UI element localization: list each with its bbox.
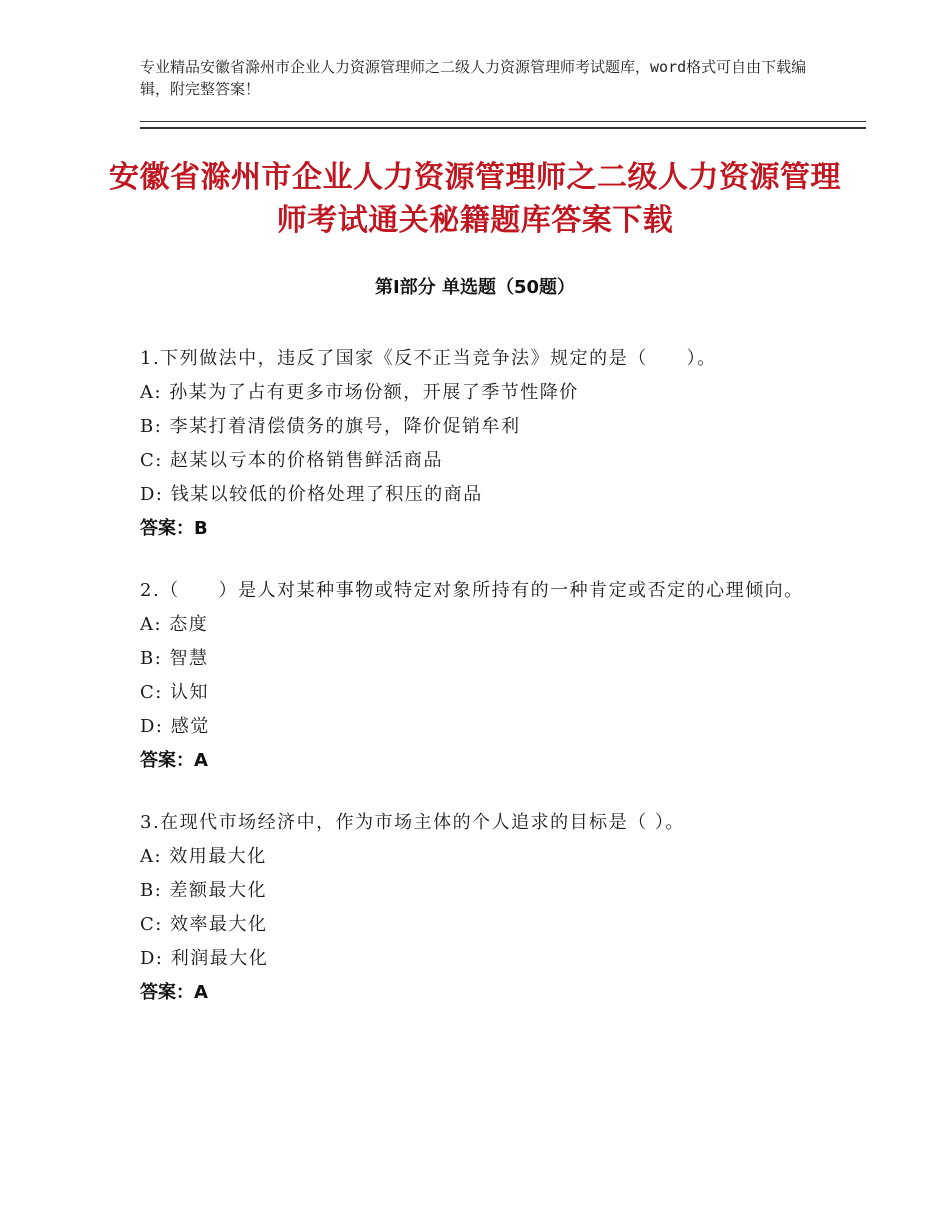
document-title: 安徽省滁州市企业人力资源管理师之二级人力资源管理师考试通关秘籍题库答案下载 bbox=[109, 160, 841, 238]
question-1 bbox=[140, 342, 830, 546]
answer: 答案：A bbox=[140, 750, 208, 771]
option-d: D: 钱某以较低的价格处理了积压的商品 bbox=[140, 484, 483, 505]
question-stem: 1.下列做法中，违反了国家《反不正当竞争法》规定的是（ ）。 bbox=[140, 348, 717, 369]
section-title: 第Ⅰ部分 单选题（50题） bbox=[374, 277, 575, 298]
option-a: A: 态度 bbox=[140, 614, 209, 635]
option-d: D: 感觉 bbox=[140, 716, 210, 737]
option-d: D: 利润最大化 bbox=[140, 948, 269, 969]
question-list bbox=[140, 342, 830, 1038]
answer: 答案：B bbox=[140, 518, 208, 539]
option-b: B: 李某打着清偿债务的旗号，降价促销牟利 bbox=[140, 416, 521, 437]
question-2 bbox=[140, 574, 830, 778]
header-divider bbox=[140, 121, 866, 129]
option-c: C: 认知 bbox=[140, 682, 210, 703]
option-a: A: 孙某为了占有更多市场份额，开展了季节性降价 bbox=[140, 382, 579, 403]
option-a: A: 效用最大化 bbox=[140, 846, 267, 867]
option-b: B: 智慧 bbox=[140, 648, 209, 669]
answer: 答案：A bbox=[140, 982, 208, 1003]
option-c: C: 赵某以亏本的价格销售鲜活商品 bbox=[140, 450, 444, 471]
header-note: 专业精品安徽省滁州市企业人力资源管理师之二级人力资源管理师考试题库，word格式可自由下载编辑，附完整答案！ bbox=[140, 58, 807, 98]
option-c: C: 效率最大化 bbox=[140, 914, 268, 935]
question-3 bbox=[140, 806, 830, 1010]
question-stem: 2.（ ）是人对某种事物或特定对象所持有的一种肯定或否定的心理倾向。 bbox=[140, 580, 804, 601]
option-b: B: 差额最大化 bbox=[140, 880, 268, 901]
question-stem: 3.在现代市场经济中，作为市场主体的个人追求的目标是（ ）。 bbox=[140, 812, 685, 833]
